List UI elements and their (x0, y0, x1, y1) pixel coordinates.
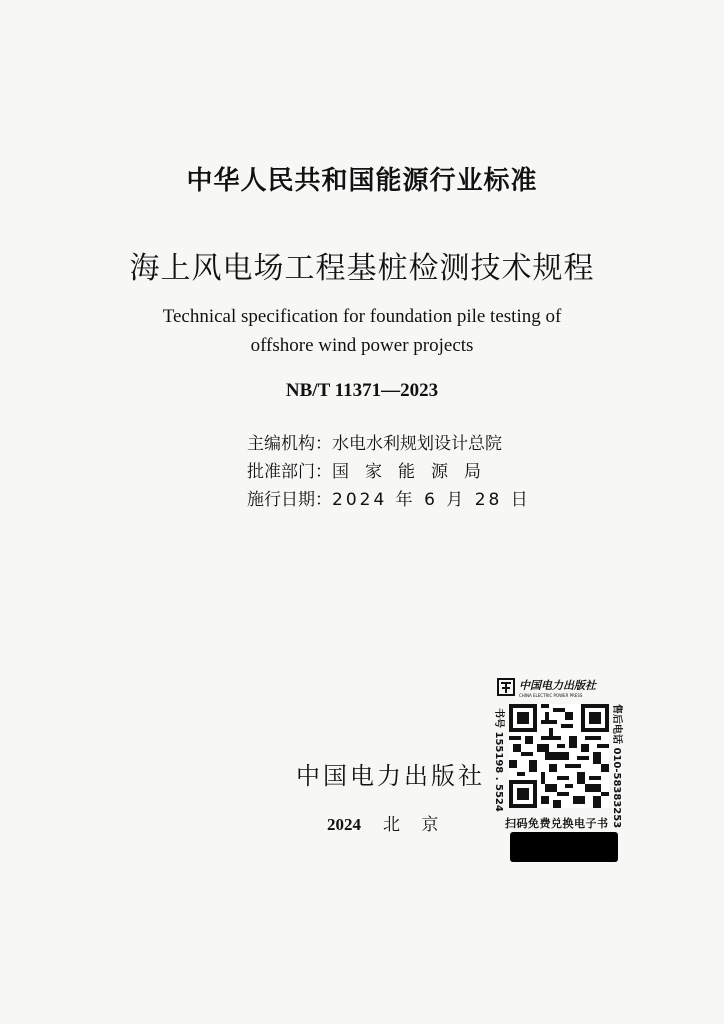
editor-value: 水电水利规划设计总院 (332, 434, 502, 454)
approver-label: 批准部门： (247, 462, 332, 482)
isbn-vertical (478, 708, 512, 812)
document-title-zh: 海上风电场工程基桩检测技术规程 (129, 251, 595, 286)
publisher-logo (497, 676, 623, 700)
publisher-logo-text: 中国电力出版社 (519, 679, 596, 692)
publication-place (327, 810, 446, 835)
effective-date-label: 施行日期： (247, 490, 332, 510)
effective-date-row (247, 485, 531, 510)
title-en-line-1: Technical specification for foundation pile testing of (162, 306, 562, 327)
qr-code[interactable] (509, 704, 609, 808)
publication-city: 北 京 (383, 815, 447, 835)
hotline-vertical (610, 704, 630, 829)
title-en-line-2: offshore wind power projects (250, 335, 474, 356)
standard-code: NB/T 11371—2023 (285, 380, 439, 401)
isbn-text: 书号 155198 . 5524 (493, 708, 504, 812)
publisher-name: 中国电力出版社 (296, 762, 485, 790)
publisher-emblem-icon (497, 676, 623, 700)
effective-date-value: 2024 年 6 月 28 日 (332, 490, 531, 510)
approver-value: 国家能源局 (332, 462, 497, 482)
redacted-code-area (510, 832, 618, 862)
publisher-logo-en: CHINA ELECTRIC POWER PRESS (519, 693, 583, 698)
editor-row (247, 429, 502, 454)
editor-label: 主编机构： (247, 434, 332, 454)
publication-year: 2024 (327, 815, 361, 834)
scan-caption: 扫码免费兑换电子书 (505, 817, 609, 830)
approver-row (247, 457, 497, 482)
document-title-en (0, 302, 724, 360)
hotline-text: 售后电话 010-58383253 (611, 704, 622, 829)
standard-series-heading: 中华人民共和国能源行业标准 (186, 166, 538, 196)
